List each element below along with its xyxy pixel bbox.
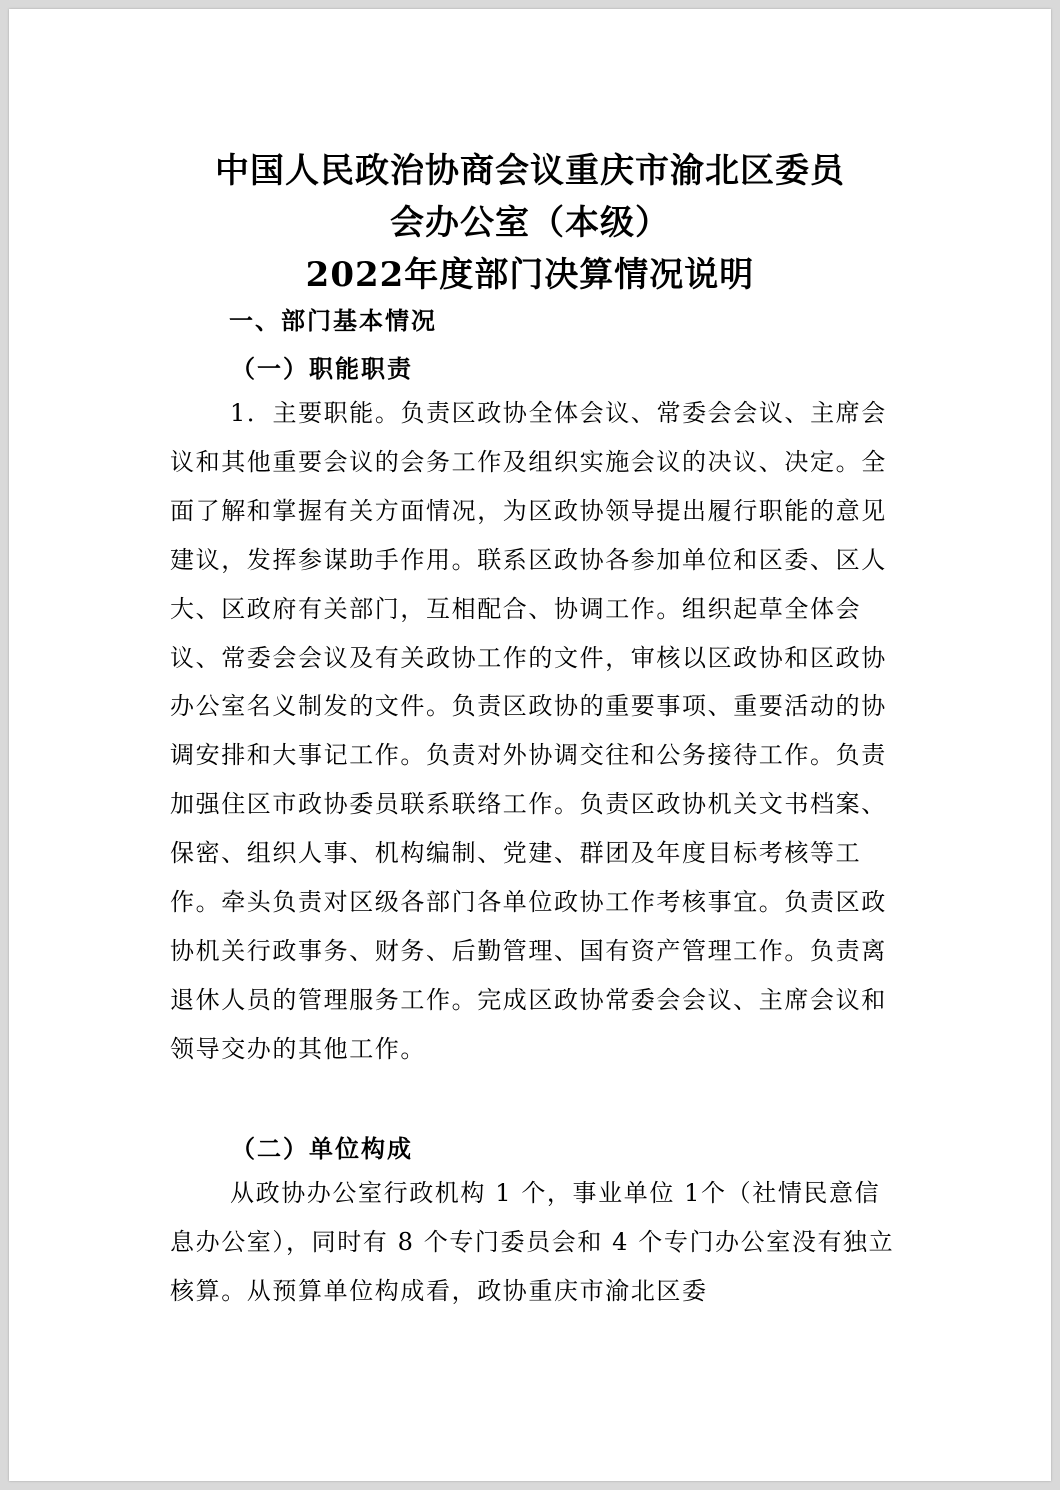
document-page xyxy=(9,9,1051,1481)
title-line-2: 会办公室（本级） xyxy=(390,203,670,243)
subsection-heading-duties: （一）职能职责 xyxy=(231,355,413,383)
title-line-3: 2022年度部门决算情况说明 xyxy=(305,255,755,295)
section-heading-basic-info: 一、部门基本情况 xyxy=(229,307,437,335)
document-title xyxy=(9,145,1051,301)
title-line-1: 中国人民政治协商会议重庆市渝北区委员 xyxy=(215,151,845,191)
paragraph-unit-composition: 从政协办公室行政机构 1 个，事业单位 1个（社情民意信息办公室），同时有 8 个专门委员会和 4 个专门办公室没有独立核算。从预算单位构成看，政协重庆市渝北区委 xyxy=(170,1179,895,1305)
paragraph-main-duties: 1．主要职能。负责区政协全体会议、常委会会议、主席会议和其他重要会议的会务工作及组织实施会议的决议、决定。全面了解和掌握有关方面情况，为区政协领导提出履行职能的意见建议，发挥参谋助手作用。联系区政协各参加单位和区委、区人大、区政府有关部门，互相配合、协调工作。组织起草全体会议、常委会会议及有关政协工作的文件，审核以区政协和区政协办公室名义制发的文件。负责区政协的重要事项、重要活动的协调安排和大事记工作。负责对外协调交往和公务接待工作。负责加强住区市政协委员联系联络工作。负责区政协机关文书档案、保密、组织人事、机构编制、党建、群团及年度目标考核等工作。牵头负责对区级各部门各单位政协工作考核事宜。负责区政协机关行政事务、财务、后勤管理、国有资产管理工作。负责离退休人员的管理服务工作。完成区政协常委会会议、主席会议和领导交办的其他工作。 xyxy=(170,399,887,1063)
subsection-heading-composition: （二）单位构成 xyxy=(231,1135,413,1163)
